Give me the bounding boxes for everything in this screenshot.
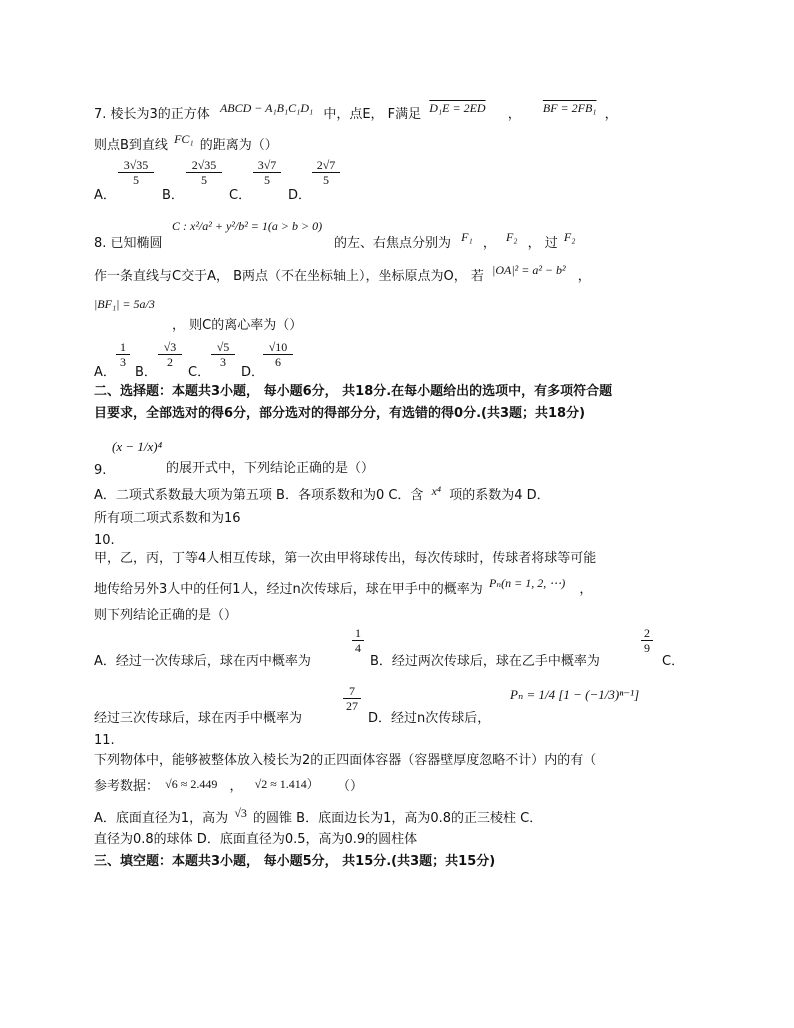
q7-line1 [94, 101, 618, 123]
q7-stem-d: 的距离为（） [199, 138, 278, 153]
q8-opt-c-label: C． [188, 365, 211, 380]
q10-line4-b: B．经过两次传球后，球在乙手中概率为 [370, 654, 600, 669]
q8-opt-a-label: A． [94, 365, 116, 380]
q10-line2 [94, 576, 593, 598]
q7-line-fc: FC₁ [174, 132, 194, 146]
q7-opt-a-frac: 3√35 5 [118, 158, 154, 187]
section2-line2: 目要求，全部选对的得6分，部分选对的得部分分，有选错的得0分.(共3题；共18分) [94, 406, 586, 421]
q8-opt-d-frac: √10 6 [263, 340, 293, 369]
q11-paren: （） [336, 779, 363, 794]
q7-opt-d-frac: 2√7 5 [312, 158, 340, 187]
q9-expr: (x − 1/x)⁴ [112, 439, 163, 454]
q7-stem-c: 则点B到直线 [94, 138, 168, 153]
q9-num: 9. [94, 463, 107, 478]
q8-line1-b [334, 230, 576, 252]
q10-formula: Pₙ = 1/4 [1 − (−1/3)ⁿ⁻¹] [510, 687, 640, 702]
q7-opt-b-frac: 2√35 5 [186, 158, 222, 187]
q11-line4: 直径为0.8的球体 D．底面直径为0.5，高为0.9的圆柱体 [94, 832, 418, 847]
q10-line4-c: C． [662, 654, 685, 669]
q8-oa: |OA|² = a² − b² [492, 263, 566, 277]
q10-line4-a: A．经过一次传球后，球在丙中概率为 [94, 654, 311, 669]
q7-vec1: D₁E = 2ED [429, 101, 486, 115]
q8-line2 [94, 263, 591, 285]
q8-f2b: F₂ [563, 230, 576, 244]
q8-line3: ， 则C的离心率为（） [172, 318, 303, 333]
q8-bf1: |BF₁| = 5a/3 [94, 297, 155, 311]
q7-stem-b: 中，点E， F满足 [323, 107, 422, 122]
q8-opt-a-frac: 1 3 [116, 340, 130, 369]
q8-f1: F₁ [461, 230, 473, 244]
q7-opt-d-label: D． [288, 188, 312, 203]
q10-frac-c: 7 27 [343, 684, 361, 713]
q11-opt-bc-text: 的圆锥 B．底面边长为1，高为0.8的正三棱柱 C． [253, 811, 543, 826]
q7-vec2: BF = 2FB₁ [542, 101, 597, 115]
q11-ref2: √2 ≈ 1.414） [254, 777, 319, 791]
q8-opt-c-frac: √5 3 [211, 340, 235, 369]
q11-opt-a-text: A．底面直径为1，高为 [94, 811, 229, 826]
q8-foci-text: 的左、右焦点分别为 [334, 236, 452, 251]
q7-opt-b-label: B． [162, 188, 184, 203]
q11-line3 [94, 806, 543, 827]
q8-line2-text: 作一条直线与C交于A， B两点（不在坐标轴上），坐标原点为O， 若 [94, 269, 484, 284]
q11-ref-sep: ， [229, 779, 243, 794]
q11-num: 11. [94, 733, 115, 748]
q9-opts-a: A．二项式系数最大项为第五项 B．各项系数和为0 C．含 [94, 488, 424, 503]
q10-line2-text: 地传给另外3人中的任何1人，经过n次传球后，球在甲手中的概率为 [94, 582, 483, 597]
q9-line2 [94, 484, 550, 504]
q9-stem: 的展开式中，下列结论正确的是（） [166, 461, 375, 476]
q9-x4: x⁴ [431, 484, 442, 498]
q10-line5-a: 经过三次传球后，球在丙手中概率为 [94, 711, 303, 726]
q8-opt-b-label: B． [135, 365, 157, 380]
q8-opt-b-frac: √3 2 [158, 340, 182, 369]
q10-line1: 甲，乙，丙，丁等4人相互传球，第一次由甲将球传出，每次传球时，传球者将球等可能 [94, 551, 597, 566]
q8-line1-a: 8. 已知椭圆 [94, 236, 163, 251]
q8-opt-d-label: D． [241, 365, 265, 380]
q7-opt-c-frac: 3√7 5 [253, 158, 281, 187]
q10-line5-b: D．经过n次传球后， [368, 711, 491, 726]
q9-opts-b: 项的系数为4 D． [449, 488, 550, 503]
q11-ref-label: 参考数据： [94, 779, 160, 794]
q10-num: 10. [94, 533, 115, 548]
section2-line1: 二、选择题：本题共3小题， 每小题6分， 共18分.在每小题给出的选项中，有多项符合题 [94, 384, 613, 399]
q7-sep: ， [507, 107, 521, 122]
q8-f2: F₂ [505, 230, 518, 244]
q11-line1: 下列物体中，能够被整体放入棱长为2的正四面体容器（容器壁厚度忽略不计）内的有（ [94, 753, 597, 768]
q10-frac-a: 1 4 [352, 626, 364, 655]
q7-line2 [94, 132, 278, 154]
q7-opt-c-label: C． [229, 188, 252, 203]
section3-line1: 三、填空题：本题共3小题， 每小题5分， 共15分.(共3题；共15分) [94, 854, 496, 869]
q7-tail: ， [604, 107, 618, 122]
q9-line3: 所有项二项式系数和为16 [94, 511, 241, 526]
q8-comma: ， [482, 236, 496, 251]
q10-line3: 则下列结论正确的是（） [94, 608, 238, 623]
q7-stem-a: 7. 棱长为3的正方体 [94, 107, 210, 122]
q10-frac-b: 2 9 [641, 626, 653, 655]
q10-line2-tail: ， [579, 582, 593, 597]
q11-ref1: √6 ≈ 2.449 [165, 777, 218, 791]
q8-guo: ， 过 [527, 236, 558, 251]
q11-line2 [94, 778, 363, 795]
q10-pn: Pₙ(n = 1, 2, ⋯) [488, 576, 566, 590]
q7-opt-a-label: A． [94, 188, 116, 203]
q8-ellipse: C : x²/a² + y²/b² = 1(a > b > 0) [172, 219, 323, 233]
q11-sqrt3: √3 [234, 806, 247, 820]
q8-line2-tail: ， [577, 269, 591, 284]
q7-cube: ABCD − A₁B₁C₁D₁ [219, 101, 314, 115]
